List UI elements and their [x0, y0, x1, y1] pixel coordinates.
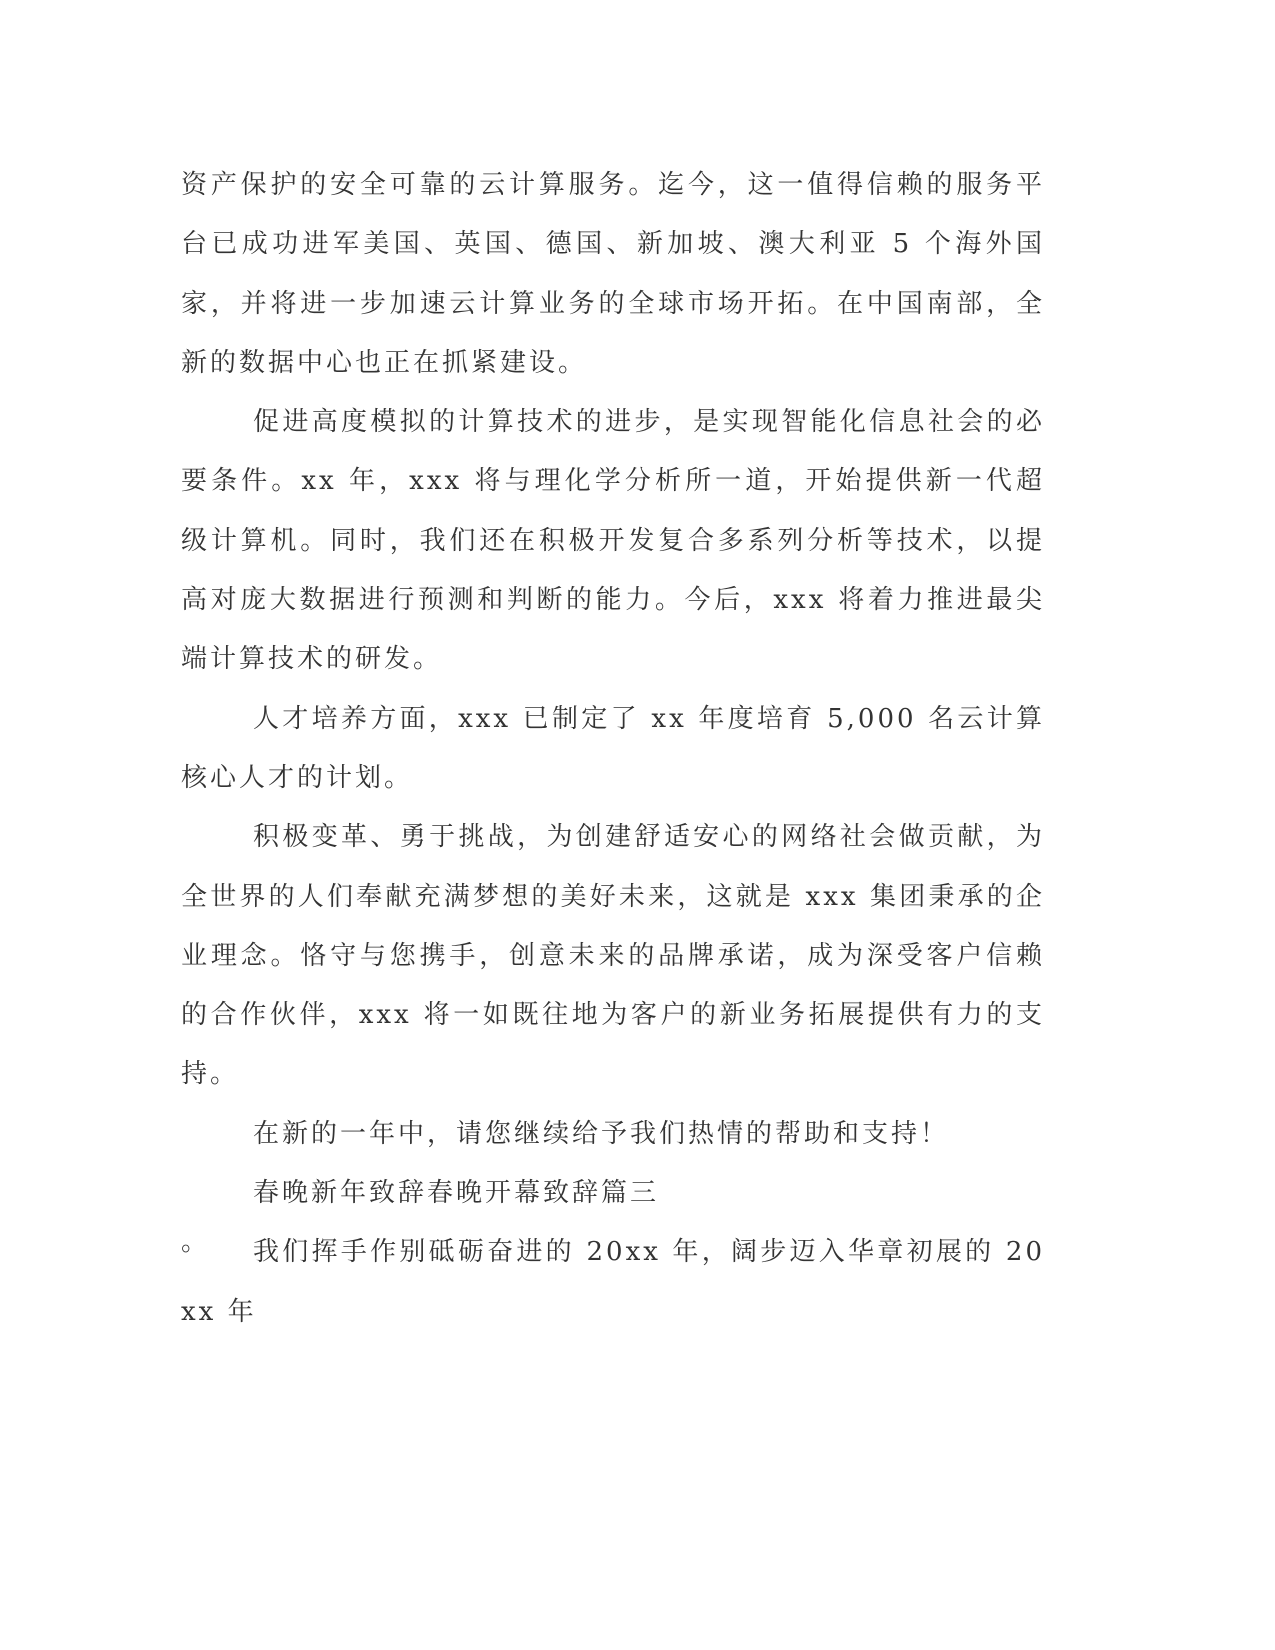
paragraph-corporate-philosophy: 积极变革、勇于挑战，为创建舒适安心的网络社会做贡献，为全世界的人们奉献充满梦想的美好未来，这就是 xxx 集团秉承的企业理念。恪守与您携手，创意未来的品牌承诺，成为深受客户信赖的合作伙伴，xxx 将一如既往地为客户的新业务拓展提供有力的支持。: [181, 822, 1045, 1090]
paragraph-computing-technology: 促进高度模拟的计算技术的进步，是实现智能化信息社会的必要条件。xx 年，xxx 将与理化学分析所一道，开始提供新一代超级计算机。同时，我们还在积极开发复合多系列分析等技术，以提高对庞大数据进行预测和判断的能力。今后，xxx 将着力推进最尖端计算技术的研发。: [181, 407, 1045, 675]
paragraph-new-year-support: 在新的一年中，请您继续给予我们热情的帮助和支持！: [253, 1118, 950, 1149]
paragraph-talent-training: 人才培养方面，xxx 已制定了 xx 年度培育 5,000 名云计算核心人才的计划。: [181, 703, 1045, 793]
document-body: [181, 156, 1045, 1342]
trailing-period: 。: [181, 1227, 208, 1257]
paragraph-cloud-services: 资产保护的安全可靠的云计算服务。迄今，这一值得信赖的服务平台已成功进军美国、英国、德国、新加坡、澳大利亚 5 个海外国家，并将进一步加速云计算业务的全球市场开拓。在中国南部，全新的数据中心也正在抓紧建设。: [181, 170, 1045, 378]
paragraph-farewell-year: 我们挥手作别砥砺奋进的 20xx 年，阔步迈入华章初展的 20xx 年: [181, 1237, 1045, 1327]
section-heading-part-three: 春晚新年致辞春晚开幕致辞篇三: [253, 1178, 660, 1209]
